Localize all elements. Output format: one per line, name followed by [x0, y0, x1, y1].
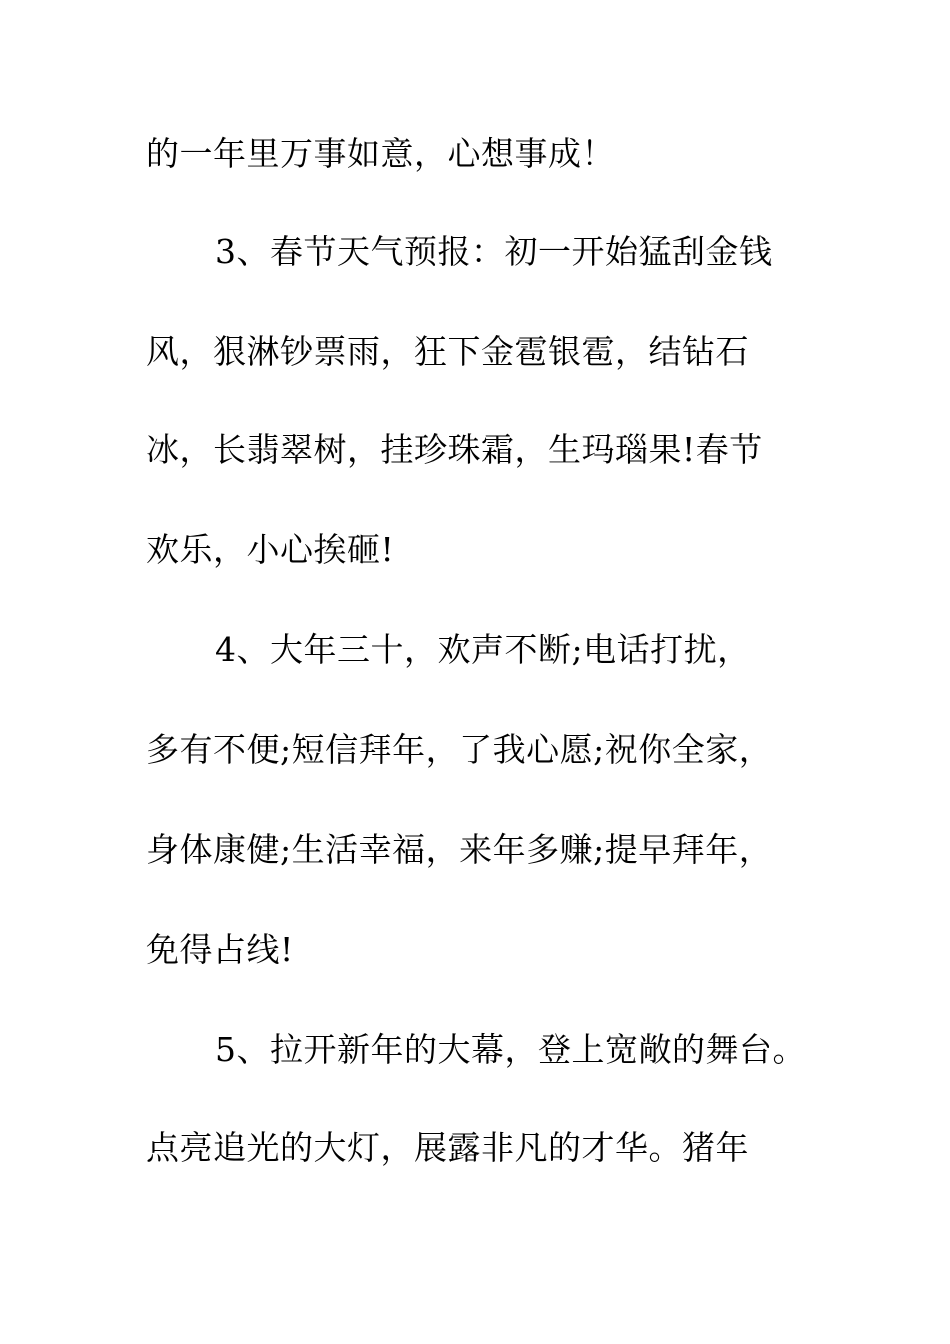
text-line-5: 欢乐，小心挨砸!	[146, 530, 395, 569]
text-line-9: 免得占线!	[146, 930, 294, 969]
text-line-8: 身体康健;生活幸福，来年多赚;提早拜年，	[146, 830, 773, 869]
text-line-1: 的一年里万事如意，心想事成！	[146, 134, 615, 173]
text-line-6: 4、大年三十，欢声不断;电话打扰，	[215, 630, 751, 669]
text-line-7: 多有不便;短信拜年，了我心愿;祝你全家，	[146, 730, 773, 769]
text-line-3: 风，狠淋钞票雨，狂下金雹银雹，结钻石	[146, 332, 749, 371]
text-line-2: 3、春节天气预报：初一开始猛刮金钱	[215, 232, 773, 271]
text-line-11: 点亮追光的大灯，展露非凡的才华。猪年	[146, 1128, 749, 1167]
text-line-10: 5、拉开新年的大幕，登上宽敞的舞台。	[215, 1030, 806, 1069]
text-line-4: 冰，长翡翠树，挂珍珠霜，生玛瑙果!春节	[146, 430, 763, 469]
